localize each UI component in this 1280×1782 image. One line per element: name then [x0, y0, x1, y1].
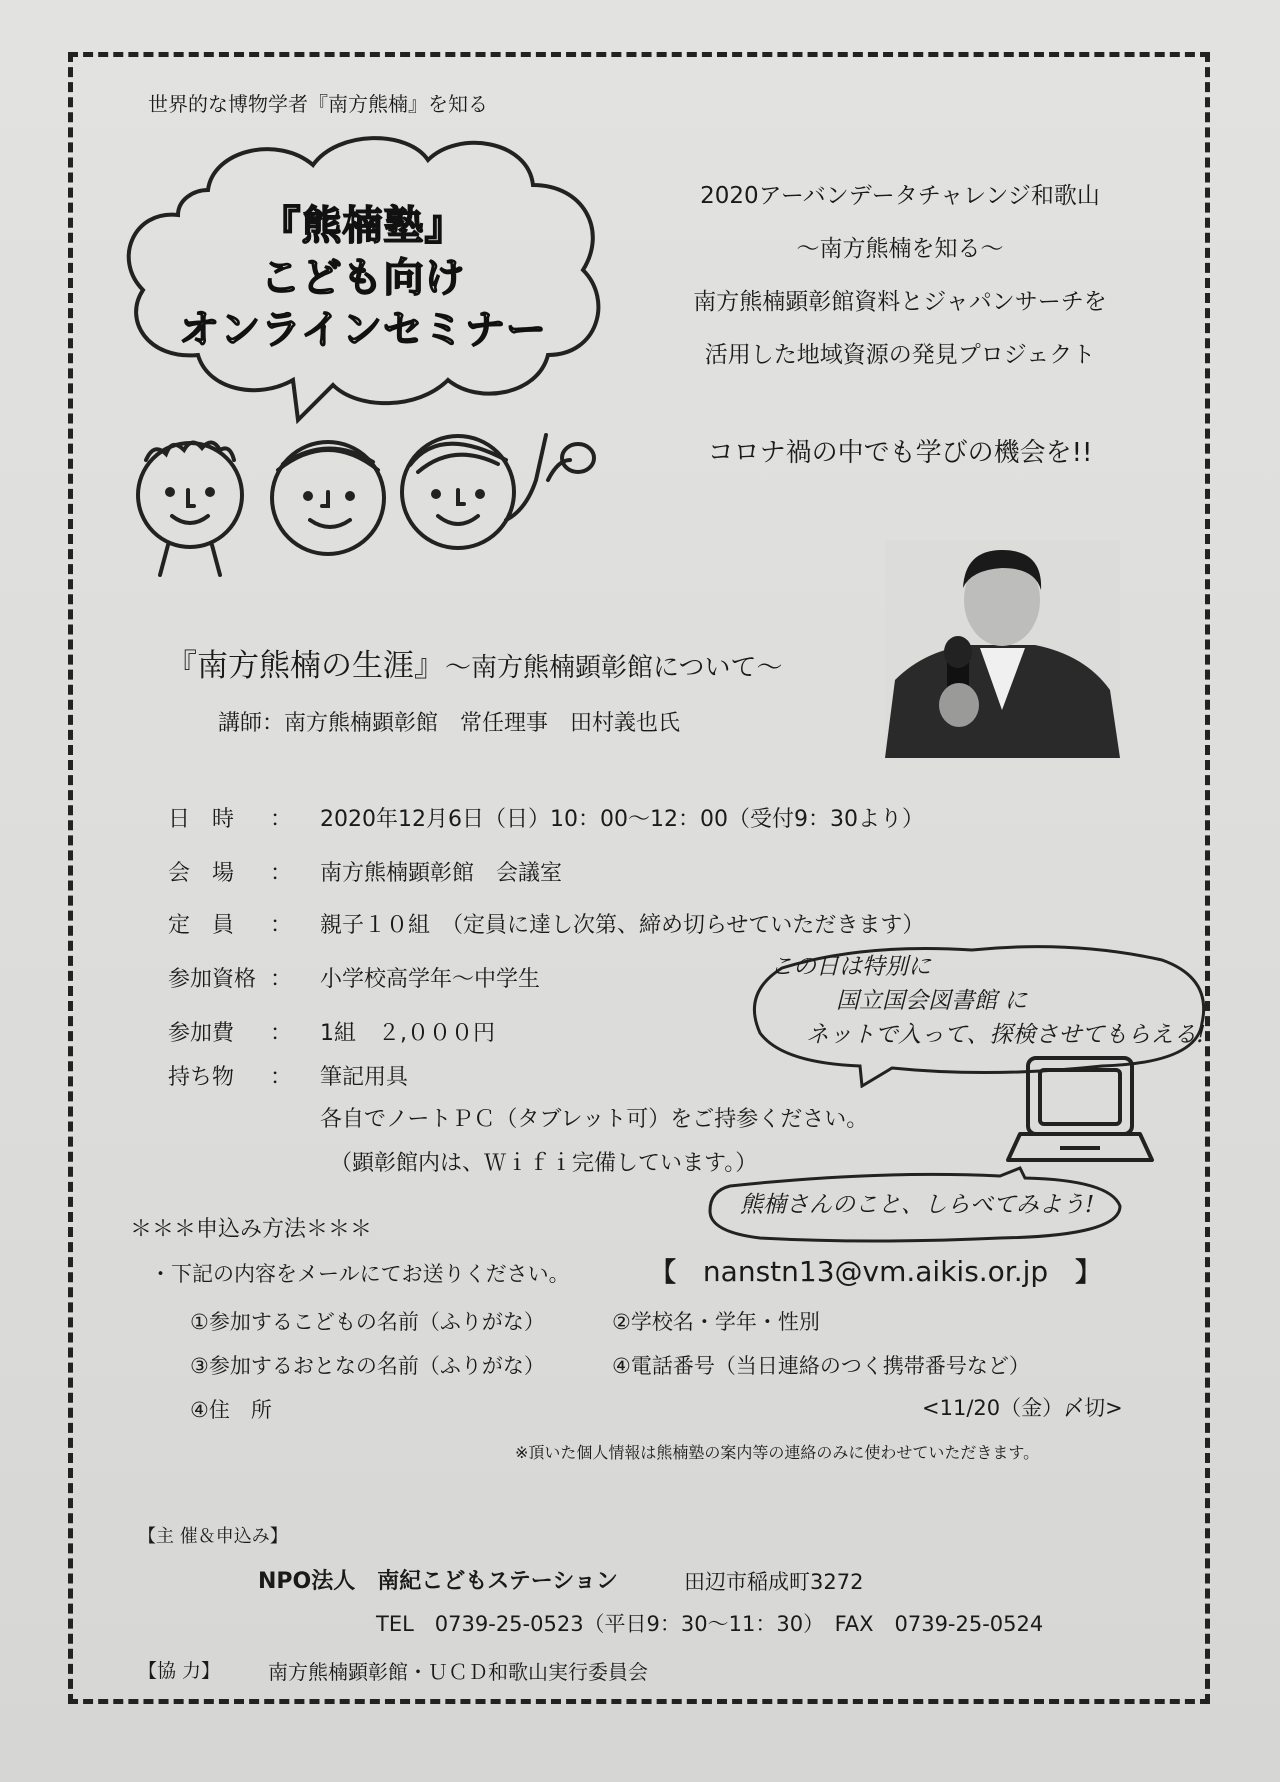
- laptop-icon: [1000, 1050, 1160, 1170]
- email-link[interactable]: nanstn13@vm.aikis.or.jp: [702, 1255, 1049, 1288]
- organizer-address: 田辺市稲成町3272: [684, 1570, 864, 1594]
- info-label: 日 時: [168, 807, 235, 832]
- lecturer-photo: [885, 540, 1120, 758]
- info-colon: ：: [270, 967, 293, 992]
- lecture-main-title: 『南方熊楠の生涯』: [166, 648, 445, 684]
- info-colon: ：: [270, 861, 293, 886]
- application-item-2: ②学校名・学年・性別: [612, 1310, 820, 1334]
- project-line-4: 活用した地域資源の発見プロジェクト: [704, 342, 1096, 368]
- header-subtitle: 世界的な博物学者『南方熊楠』を知る: [148, 92, 488, 116]
- application-instruction: ・下記の内容をメールにてお送りください。: [150, 1262, 570, 1286]
- info-label: 持ち物: [168, 1065, 235, 1090]
- organizer-label: 【主 催＆申込み】: [138, 1526, 288, 1547]
- info-label: 定 員: [168, 913, 235, 938]
- deadline: <11/20（金）〆切>: [922, 1396, 1123, 1420]
- children-faces-illustration: [128, 420, 598, 580]
- application-item-5: ④住 所: [190, 1398, 272, 1422]
- lecturer-line: 講師：南方熊楠顕彰館 常任理事 田村義也氏: [218, 711, 681, 736]
- hand-line-1: この日は特別に: [770, 954, 931, 980]
- info-label: 参加費: [168, 1021, 235, 1046]
- project-description: [640, 170, 1160, 382]
- project-line-2: ～南方熊楠を知る～: [796, 236, 1004, 262]
- organizer-contact: TEL 0739-25-0523（平日9：30～11：30） FAX 0739-25-0524: [376, 1612, 1044, 1636]
- info-colon: ：: [270, 1021, 293, 1046]
- info-value: 南方熊楠顕彰館 会議室: [320, 861, 563, 886]
- info-value: 親子１０組 （定員に達し次第、締め切らせていただきます）: [320, 913, 925, 938]
- hand-line-2: 国立国会図書館 に: [836, 988, 1028, 1014]
- cooperation-label: 【協 力】: [138, 1660, 221, 1682]
- cooperation-value: 南方熊楠顕彰館・ＵＣＤ和歌山実行委員会: [268, 1660, 648, 1684]
- privacy-note: ※頂いた個人情報は熊楠塾の案内等の連絡のみに使わせていただきます。: [515, 1443, 1040, 1462]
- info-value: 筆記用具: [320, 1065, 409, 1090]
- title-line-1: 『熊楠塾』: [260, 203, 466, 249]
- info-label: 会 場: [168, 861, 235, 886]
- organizer-name: NPO法人 南紀こどもステーション: [258, 1569, 618, 1594]
- hand-bottom-line: 熊楠さんのこと、しらべてみよう!: [740, 1192, 1095, 1218]
- hand-line-3: ネットで入って、探検させてもらえる!: [806, 1022, 1206, 1048]
- slogan: コロナ禍の中でも学びの機会を!!: [707, 438, 1093, 468]
- bracket-open: 【: [650, 1258, 677, 1288]
- info-colon: ：: [270, 807, 293, 832]
- title-line-2: こども向け: [260, 255, 466, 301]
- info-value: 1組 ２,０００円: [320, 1021, 495, 1046]
- lecture-title: [166, 640, 782, 685]
- bracket-close: 】: [1075, 1258, 1102, 1288]
- belongings-extra-1: 各自でノートＰＣ（タブレット可）をご持参ください。: [320, 1107, 869, 1132]
- project-line-1: 2020アーバンデータチャレンジ和歌山: [700, 183, 1100, 209]
- info-value: 小学校高学年～中学生: [320, 967, 541, 992]
- info-colon: ：: [270, 913, 293, 938]
- info-colon: ：: [270, 1065, 293, 1090]
- belongings-extra-2: （顕彰館内は、Ｗｉｆｉ完備しています。）: [330, 1151, 758, 1176]
- info-label: 参加資格: [168, 967, 257, 992]
- application-item-1: ①参加するこどもの名前（ふりがな）: [190, 1310, 545, 1334]
- application-item-3: ③参加するおとなの名前（ふりがな）: [190, 1354, 545, 1378]
- application-item-4: ④電話番号（当日連絡のつく携帯番号など）: [612, 1354, 1030, 1378]
- cloud-title: [118, 200, 608, 356]
- info-value: 2020年12月6日（日）10：00～12：00（受付9：30より）: [320, 807, 924, 832]
- application-heading: ＊＊＊申込み方法＊＊＊: [130, 1217, 373, 1242]
- title-line-3: オンラインセミナー: [179, 307, 547, 353]
- email-address-block: [650, 1252, 1101, 1289]
- lecture-subtitle: ～南方熊楠顕彰館について～: [445, 653, 783, 683]
- project-line-3: 南方熊楠顕彰館資料とジャパンサーチを: [693, 289, 1107, 315]
